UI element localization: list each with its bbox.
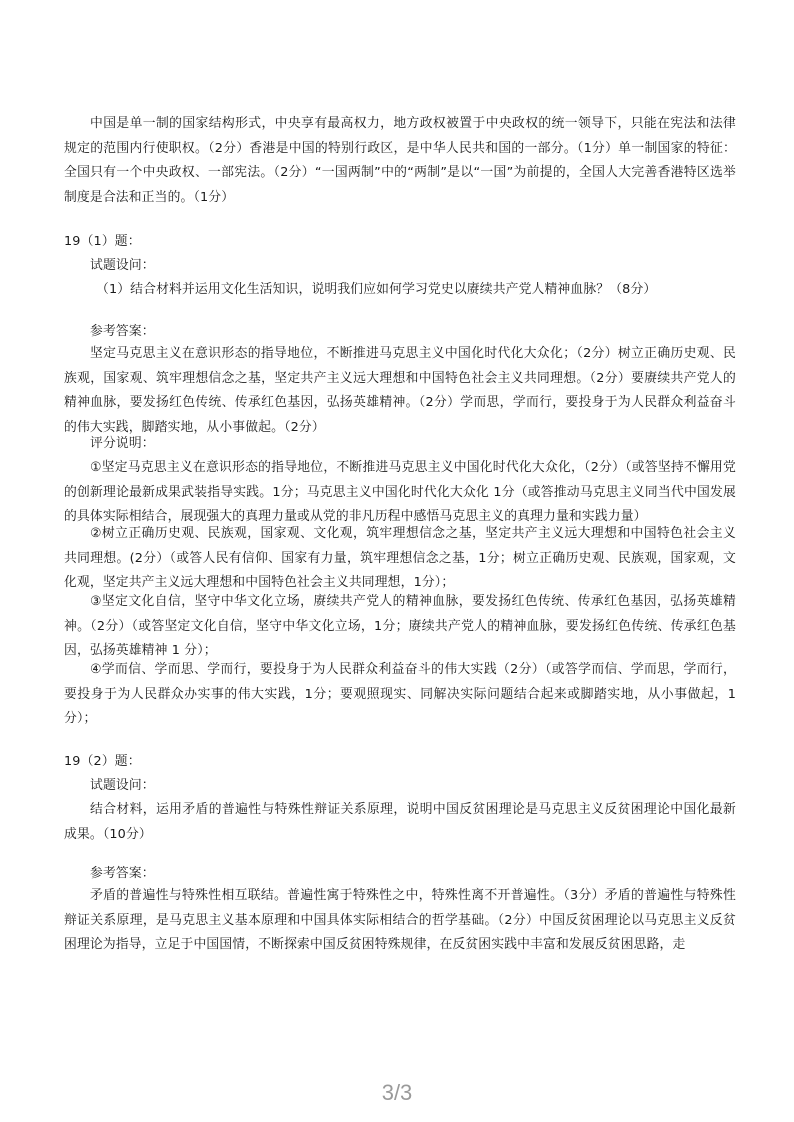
q2-heading: 19（2）题： [64, 754, 141, 769]
intro-paragraph: 中国是单一制的国家结构形式，中央享有最高权力，地方政权被置于中央政权的统一领导下，只能在宪法和法律规定的范围内行使职权。（2分）香港是中国的特别行政区，是中华人民共和国的一部分。（1分）单一制国家的特征：全国只有一个中央政权、一部宪法。（2分）“一国两制”中的“两制”是以“一国”为前提的，全国人大完善香港特区选举制度是合法和正当的。（1分） [64, 116, 736, 205]
q1-answer: 坚定马克思主义在意识形态的指导地位，不断推进马克思主义中国化时代化大众化；（2分）树立正确历史观、民族观，国家观、筑牢理想信念之基，坚定共产主义远大理想和中国特色社会主义共同理想。（2分）要赓续共产党人的精神血脉，要发扬红色传统、传承红色基因，弘扬英雄精神。（2分）学而思，学而行，要投身于为人民群众利益奋斗的伟大实践，脚踏实地，从小事做起。（2分） [64, 346, 736, 435]
q1-design-label: 试题设问： [90, 258, 155, 273]
q1-answer-label: 参考答案： [90, 324, 155, 339]
q1-heading: 19（1）题： [64, 234, 141, 249]
q1-question: （1）结合材料并运用文化生活知识，说明我们应如何学习党史以赓续共产党人精神血脉？（8分） [96, 282, 657, 297]
q1-scoring-item-2: ②树立正确历史观、民族观，国家观、文化观，筑牢理想信念之基，坚定共产主义远大理想和中国特色社会主义共同理想。(2分）（或答人民有信仰、国家有力量，筑牢理想信念之基，1分；树立正确历史观、民族观，国家观，文化观，坚定共产主义远大理想和中国特色社会主义共同理想，1分）； [64, 526, 736, 591]
q1-scoring-label: 评分说明： [90, 436, 155, 451]
q2-answer: 矛盾的普遍性与特殊性相互联结。普遍性寓于特殊性之中，特殊性离不开普遍性。（3分）矛盾的普遍性与特殊性辩证关系原理，是马克思主义基本原理和中国具体实际相结合的哲学基础。（2分）中国反贫困理论以马克思主义反贫困理论为指导，立足于中国国情，不断探索中国反贫困特殊规律，在反贫困实践中丰富和发展反贫困思路，走 [64, 888, 736, 953]
page-indicator: 3/3 [381, 1080, 413, 1105]
q1-scoring-item-1: ①坚定马克思主义在意识形态的指导地位，不断推进马克思主义中国化时代化大众化，（2分）（或答坚持不懈用党的创新理论最新成果武装指导实践。1分；马克思主义中国化时代化大众化 1分（或答推动马克思主义同当代中国发展的具体实际相结合，展现强大的真理力量或从党的非凡历程中感悟马克思主义的真理力量和实践力量） [64, 460, 736, 525]
q1-scoring-item-4: ④学而信、学而思、学而行，要投身于为人民群众利益奋斗的伟大实践（2分）（或答学而信、学而思，学而行，要投身于为人民群众办实事的伟大实践，1分；要观照现实、同解决实际问题结合起来或脚踏实地，从小事做起，1分）； [64, 662, 736, 727]
q2-design-label: 试题设问： [90, 778, 155, 793]
q2-question: 结合材料，运用矛盾的普遍性与特殊性辩证关系原理，说明中国反贫困理论是马克思主义反贫困理论中国化最新成果。（10分） [64, 802, 736, 842]
q2-answer-label: 参考答案： [90, 866, 155, 881]
q1-scoring-item-3: ③坚定文化自信，坚守中华文化立场，赓续共产党人的精神血脉，要发扬红色传统、传承红色基因，弘扬英雄精神。（2分）（或答坚定文化自信，坚守中华文化立场，1分；赓续共产党人的精神血脉，要发扬红色传统、传承红色基因，弘扬英雄精神 1 分）； [64, 594, 736, 659]
